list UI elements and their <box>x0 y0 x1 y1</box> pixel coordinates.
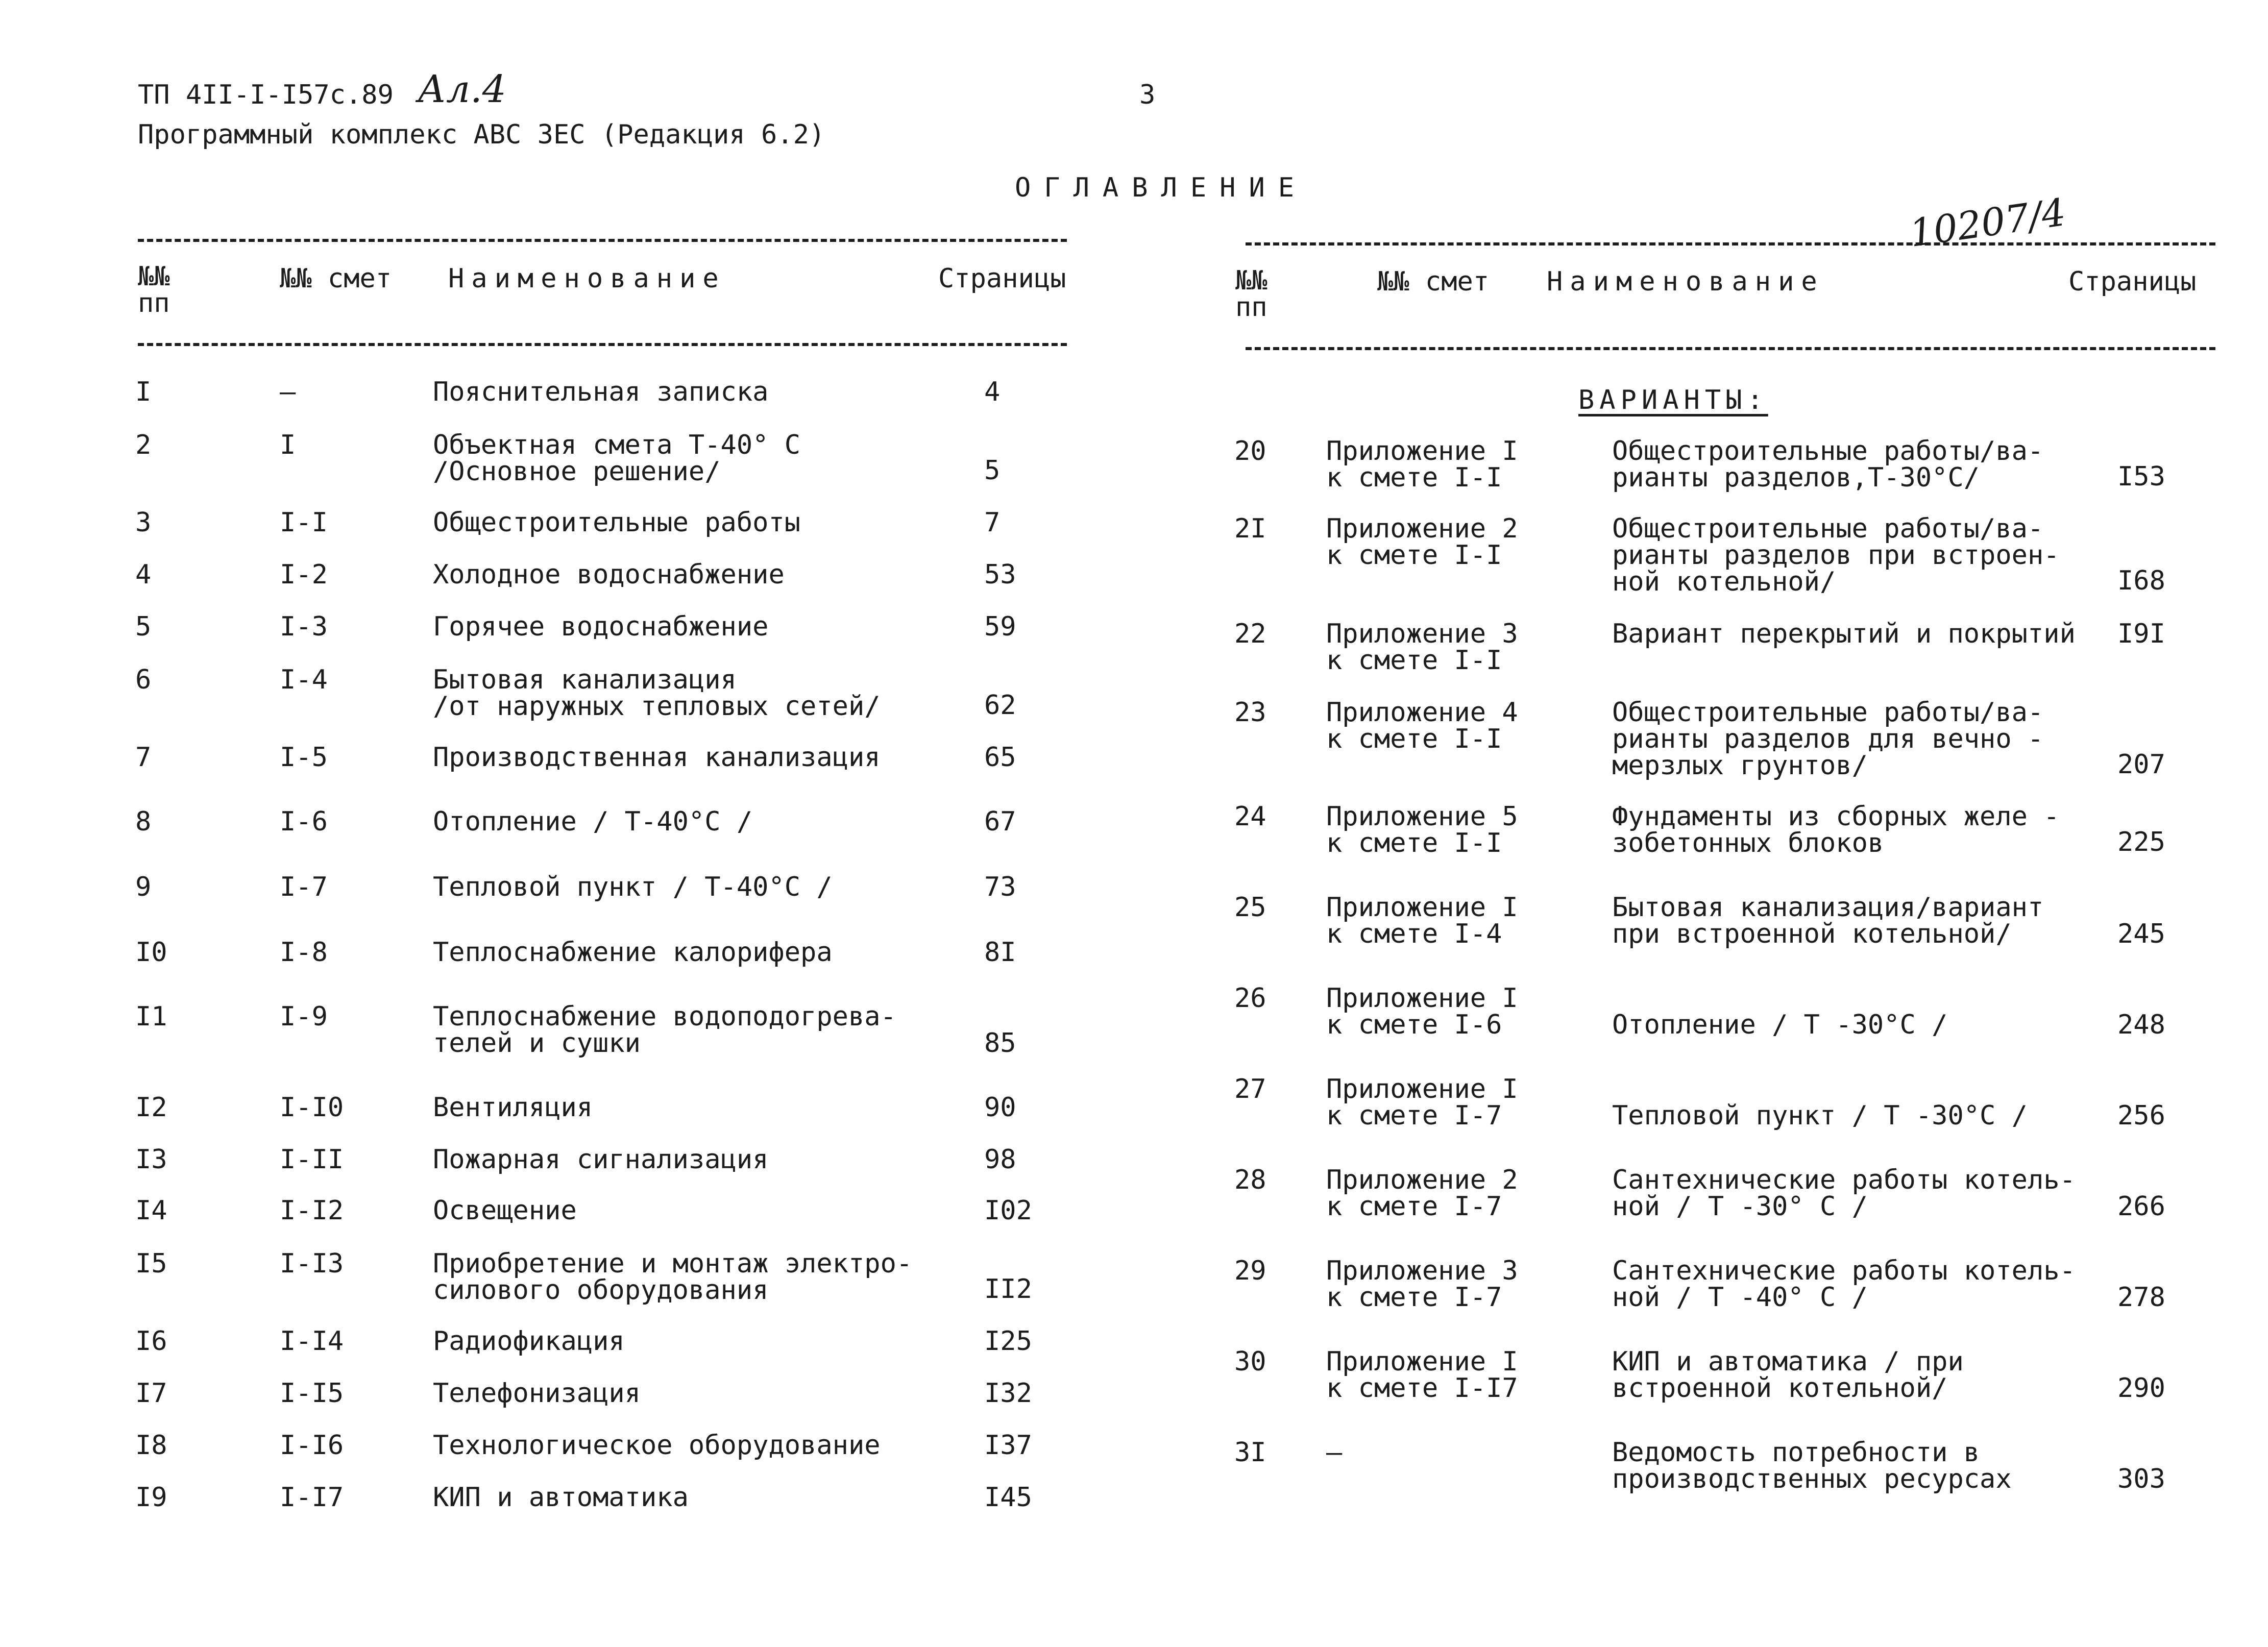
row-smeta: Приложение I к смете I-7 <box>1326 1074 1518 1131</box>
row-smeta: I-I6 <box>280 1430 344 1461</box>
right-col-num-header: №№ пп <box>1235 265 1267 323</box>
left-col-pages-header: Страницы <box>938 263 1066 294</box>
row-num: I1 <box>135 1001 167 1032</box>
row-name: Общестроительные работы/ва- рианты разделов для вечно - мерзлых грунтов/ <box>1612 697 2044 781</box>
row-smeta: Приложение I к смете I-6 <box>1326 983 1518 1040</box>
row-page: 266 <box>2117 1191 2165 1222</box>
row-num: 5 <box>135 611 152 642</box>
row-smeta: – <box>1326 1437 1343 1468</box>
row-name: Освещение <box>433 1195 577 1226</box>
row-page: I68 <box>2117 566 2165 596</box>
row-page: I45 <box>984 1482 1032 1513</box>
row-smeta: I-II <box>280 1144 344 1175</box>
row-num: 6 <box>135 665 152 695</box>
row-num: 9 <box>135 872 152 902</box>
row-num: I5 <box>135 1248 167 1279</box>
row-name: Отопление / Т -30°С / <box>1612 1010 1948 1040</box>
row-smeta: – <box>280 377 296 407</box>
program-line: Программный комплекс АВС 3ЕС (Редакция 6.2) <box>138 119 825 150</box>
right-top-rule <box>1246 242 2215 245</box>
row-name: Общестроительные работы/ва- рианты разделов,Т-30°С/ <box>1612 436 2044 493</box>
row-page: 278 <box>2117 1282 2165 1313</box>
row-num: I9 <box>135 1482 167 1513</box>
row-page: 59 <box>984 611 1016 642</box>
row-smeta: I-I4 <box>280 1326 344 1357</box>
row-page: I37 <box>984 1430 1032 1461</box>
row-smeta: I <box>280 430 296 460</box>
row-page: I53 <box>2117 461 2165 492</box>
row-name: Телефонизация <box>433 1378 641 1409</box>
row-page: 7 <box>984 507 1001 538</box>
row-name: Производственная канализация <box>433 742 881 773</box>
row-page: 8I <box>984 937 1016 968</box>
row-page: 256 <box>2117 1100 2165 1131</box>
row-num: I6 <box>135 1326 167 1357</box>
row-smeta: Приложение I к смете I-I <box>1326 436 1518 493</box>
row-page: 290 <box>2117 1373 2165 1404</box>
row-smeta: Приложение 2 к смете I-I <box>1326 513 1518 571</box>
row-page: I02 <box>984 1195 1032 1226</box>
row-smeta: Приложение 3 к смете I-I <box>1326 619 1518 676</box>
row-smeta: Приложение 2 к смете I-7 <box>1326 1165 1518 1222</box>
row-name: Общестроительные работы/ва- рианты разделов при встроен- ной котельной/ <box>1612 513 2060 597</box>
row-page: 98 <box>984 1144 1016 1175</box>
row-num: 4 <box>135 559 152 590</box>
row-page: 225 <box>2117 827 2165 857</box>
row-page: 90 <box>984 1092 1016 1123</box>
row-name: Сантехнические работы котель- ной / Т -30° С / <box>1612 1165 2076 1222</box>
row-num: I7 <box>135 1378 167 1409</box>
row-num: I8 <box>135 1430 167 1461</box>
left-header-rule <box>138 343 1067 346</box>
row-page: 245 <box>2117 919 2165 949</box>
row-smeta: I-3 <box>280 611 328 642</box>
left-top-rule <box>138 239 1067 242</box>
left-col-smeta-header: №№ смет <box>280 263 392 294</box>
row-num: 30 <box>1234 1346 1266 1377</box>
row-name: Бытовая канализация /от наружных тепловых сетей/ <box>433 665 881 722</box>
row-num: 3 <box>135 507 152 538</box>
row-smeta: I-6 <box>280 806 328 837</box>
row-name: Радиофикация <box>433 1326 625 1357</box>
row-num: 2 <box>135 430 152 460</box>
row-smeta: I-I <box>280 507 328 538</box>
row-smeta: Приложение 3 к смете I-7 <box>1326 1256 1518 1313</box>
row-page: I9I <box>2117 619 2165 649</box>
row-name: Тепловой пункт / Т -30°С / <box>1612 1100 2028 1131</box>
row-num: I3 <box>135 1144 167 1175</box>
row-page: 207 <box>2117 749 2165 780</box>
row-page: 5 <box>984 455 1001 486</box>
row-name: Холодное водоснабжение <box>433 559 785 590</box>
row-page: 248 <box>2117 1010 2165 1040</box>
right-col-smeta-header: №№ смет <box>1377 266 1490 297</box>
row-name: Сантехнические работы котель- ной / Т -40° С / <box>1612 1256 2076 1313</box>
row-name: Ведомость потребности в производственных ресурсах <box>1612 1437 2012 1494</box>
left-col-name-header: Наименование <box>448 263 726 294</box>
row-page: 62 <box>984 690 1016 721</box>
row-num: 25 <box>1234 892 1266 923</box>
row-name: Вариант перекрытий и покрытий <box>1612 619 2076 649</box>
handwritten-album-mark: Ал.4 <box>418 67 506 111</box>
row-smeta: Приложение 5 к смете I-I <box>1326 801 1518 858</box>
row-page: 85 <box>984 1028 1016 1059</box>
row-page: I25 <box>984 1326 1032 1357</box>
row-name: Отопление / Т-40°С / <box>433 806 753 837</box>
left-col-num-header: №№ пп <box>138 261 170 318</box>
row-page: 73 <box>984 872 1016 902</box>
row-page: 65 <box>984 742 1016 773</box>
document-code: ТП 4II-I-I57с.89 <box>138 80 394 110</box>
row-name: Пожарная сигнализация <box>433 1144 769 1175</box>
right-col-pages-header: Страницы <box>2068 266 2197 297</box>
row-smeta: I-4 <box>280 665 328 695</box>
row-smeta: I-5 <box>280 742 328 773</box>
row-page: 303 <box>2117 1464 2165 1494</box>
row-name: Теплоснабжение водоподогрева- телей и сушки <box>433 1001 896 1059</box>
row-name: Объектная смета Т-40° С /Основное решение/ <box>433 430 801 487</box>
row-num: 23 <box>1234 697 1266 728</box>
row-num: I <box>135 377 152 407</box>
row-name: Бытовая канализация/вариант при встроенной котельной/ <box>1612 892 2044 949</box>
row-page: 53 <box>984 559 1016 590</box>
variants-heading: ВАРИАНТЫ: <box>1578 385 1768 415</box>
row-smeta: I-7 <box>280 872 328 902</box>
row-smeta: Приложение I к смете I-I7 <box>1326 1346 1518 1404</box>
row-num: 29 <box>1234 1256 1266 1286</box>
row-smeta: I-I3 <box>280 1248 344 1279</box>
row-num: 7 <box>135 742 152 773</box>
row-name: Фундаменты из сборных желе - зобетонных блоков <box>1612 801 2060 858</box>
row-name: Теплоснабжение калорифера <box>433 937 833 968</box>
row-num: 24 <box>1234 801 1266 832</box>
row-smeta: I-I5 <box>280 1378 344 1409</box>
row-num: 3I <box>1234 1437 1266 1468</box>
row-smeta: I-9 <box>280 1001 328 1032</box>
row-num: 27 <box>1234 1074 1266 1104</box>
right-header-rule <box>1246 347 2215 350</box>
row-num: 8 <box>135 806 152 837</box>
row-smeta: I-I7 <box>280 1482 344 1513</box>
row-name: КИП и автоматика <box>433 1482 689 1513</box>
row-name: КИП и автоматика / при встроенной котельной/ <box>1612 1346 1964 1404</box>
row-name: Тепловой пункт / Т-40°С / <box>433 872 833 902</box>
row-page: 4 <box>984 377 1001 407</box>
row-name: Горячее водоснабжение <box>433 611 769 642</box>
row-num: I0 <box>135 937 167 968</box>
row-name: Приобретение и монтаж электро- силового оборудования <box>433 1248 913 1306</box>
row-name: Общестроительные работы <box>433 507 801 538</box>
row-page: II2 <box>984 1274 1032 1305</box>
row-smeta: Приложение 4 к смете I-I <box>1326 697 1518 754</box>
row-num: I4 <box>135 1195 167 1226</box>
row-num: 20 <box>1234 436 1266 466</box>
row-num: 22 <box>1234 619 1266 649</box>
row-num: I2 <box>135 1092 167 1123</box>
row-name: Пояснительная записка <box>433 377 769 407</box>
handwritten-reference: 10207/4 <box>1907 190 2068 256</box>
row-smeta: Приложение I к смете I-4 <box>1326 892 1518 949</box>
row-num: 2I <box>1234 513 1266 544</box>
right-col-name-header: Наименование <box>1547 266 1824 297</box>
row-name: Вентиляция <box>433 1092 593 1123</box>
row-num: 28 <box>1234 1165 1266 1195</box>
row-smeta: I-8 <box>280 937 328 968</box>
row-smeta: I-I2 <box>280 1195 344 1226</box>
row-page: 67 <box>984 806 1016 837</box>
page-number: 3 <box>1139 80 1156 110</box>
row-page: I32 <box>984 1378 1032 1409</box>
row-smeta: I-I0 <box>280 1092 344 1123</box>
row-name: Технологическое оборудование <box>433 1430 881 1461</box>
row-num: 26 <box>1234 983 1266 1014</box>
page-title: ОГЛАВЛЕНИЕ <box>1015 173 1308 203</box>
row-smeta: I-2 <box>280 559 328 590</box>
